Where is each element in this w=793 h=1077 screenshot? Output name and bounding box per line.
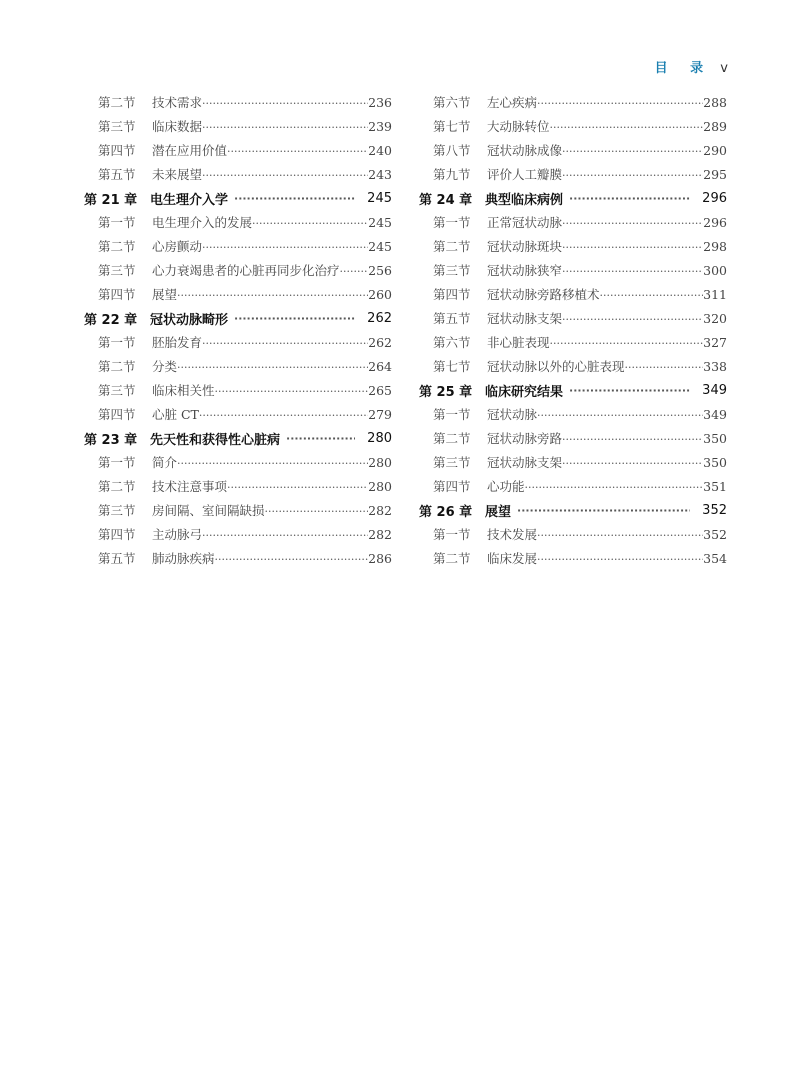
entry-label: 第二节 (98, 479, 136, 494)
entry-title: 房间隔、室间隔缺损 (152, 503, 265, 518)
leader-dots (227, 479, 368, 494)
leader-dots (202, 167, 368, 182)
entry-page: 350 (703, 454, 727, 470)
leader-dots (550, 119, 704, 134)
entry-page: 349 (702, 382, 727, 398)
leader-dots (340, 263, 369, 278)
entry-title: 技术发展 (487, 527, 538, 542)
entry-title: 临床发展 (487, 551, 538, 566)
leader-dots (562, 431, 703, 446)
entry-title: 分类 (152, 359, 178, 374)
entry-page: 296 (702, 190, 727, 206)
entry-title: 冠状动脉成像 (487, 143, 563, 158)
leader-dots (562, 263, 703, 278)
leader-dots (199, 407, 368, 422)
leader-dots (525, 479, 704, 494)
entry-title: 电生理介入学 (150, 192, 229, 208)
toc-section-entry[interactable] (84, 402, 392, 426)
entry-page: 245 (368, 238, 392, 254)
entry-title: 心脏 CT (152, 407, 199, 422)
entry-label: 第一节 (98, 455, 136, 470)
entry-page: 300 (703, 262, 727, 278)
toc-section-entry[interactable] (419, 282, 727, 306)
entry-label: 第二节 (433, 551, 471, 566)
entry-page: 289 (703, 118, 727, 134)
entry-page: 280 (368, 478, 392, 494)
leader-dots (177, 359, 368, 374)
entry-label: 第一节 (433, 215, 471, 230)
toc-section-entry[interactable] (84, 450, 392, 474)
entry-label: 第 24 章 (419, 192, 473, 208)
toc-section-entry[interactable] (84, 114, 392, 138)
entry-title: 主动脉弓 (152, 527, 203, 542)
entry-title: 心房颤动 (152, 239, 203, 254)
entry-page: 290 (703, 142, 727, 158)
toc-section-entry[interactable] (419, 450, 727, 474)
entry-page: 354 (703, 550, 727, 566)
entry-label: 第四节 (433, 287, 471, 302)
entry-page: 296 (703, 214, 727, 230)
leader-dots (562, 167, 703, 182)
toc-section-entry[interactable] (419, 330, 727, 354)
toc-section-entry[interactable] (419, 210, 727, 234)
leader-dots (562, 143, 703, 158)
leader-dots (227, 143, 368, 158)
entry-page: 352 (703, 526, 727, 542)
toc-chapter-entry[interactable] (84, 426, 392, 450)
entry-label: 第二节 (98, 95, 136, 110)
leader-dots (215, 551, 369, 566)
entry-page: 280 (368, 454, 392, 470)
toc-chapter-entry[interactable] (84, 186, 392, 210)
toc-section-entry[interactable] (84, 522, 392, 546)
leader-dots (537, 95, 703, 110)
entry-label: 第三节 (433, 455, 471, 470)
toc-section-entry[interactable] (419, 90, 727, 114)
toc-section-entry[interactable] (84, 234, 392, 258)
running-header (655, 57, 728, 76)
toc-section-entry[interactable] (84, 330, 392, 354)
entry-label: 第三节 (433, 263, 471, 278)
toc-section-entry[interactable] (419, 162, 727, 186)
entry-title: 潜在应用价值 (152, 143, 228, 158)
entry-page: 286 (368, 550, 392, 566)
toc-chapter-entry[interactable] (419, 498, 727, 522)
toc-section-entry[interactable] (84, 282, 392, 306)
toc-section-entry[interactable] (84, 474, 392, 498)
entry-label: 第九节 (433, 167, 471, 182)
entry-label: 第三节 (98, 119, 136, 134)
toc-section-entry[interactable] (419, 234, 727, 258)
leader-dots (600, 287, 704, 302)
entry-label: 第七节 (433, 119, 471, 134)
toc-section-entry[interactable] (84, 162, 392, 186)
entry-label: 第 25 章 (419, 384, 473, 400)
toc-section-entry[interactable] (419, 546, 727, 570)
entry-title: 未来展望 (152, 167, 203, 182)
toc-section-entry[interactable] (419, 522, 727, 546)
entry-title: 冠状动脉支架 (487, 311, 563, 326)
entry-page: 239 (368, 118, 392, 134)
entry-title: 简介 (152, 455, 178, 470)
entry-title: 肺动脉疾病 (152, 551, 215, 566)
entry-page: 265 (368, 382, 392, 398)
entry-label: 第 22 章 (84, 312, 138, 328)
entry-title: 冠状动脉斑块 (487, 239, 563, 254)
toc-section-entry[interactable] (419, 306, 727, 330)
entry-label: 第二节 (433, 239, 471, 254)
leader-dots (202, 527, 368, 542)
entry-title: 冠状动脉以外的心脏表现 (487, 359, 625, 374)
toc-section-entry[interactable] (419, 354, 727, 378)
toc-left-column (84, 90, 392, 570)
entry-page: 349 (703, 406, 727, 422)
entry-page: 262 (367, 310, 392, 326)
entry-title: 典型临床病例 (485, 192, 564, 208)
entry-page: 338 (703, 358, 727, 374)
toc-section-entry[interactable] (84, 498, 392, 522)
toc-section-entry[interactable] (84, 210, 392, 234)
leader-dots (177, 287, 368, 302)
header-title: 目 录 (654, 61, 713, 76)
leader-dots (177, 455, 368, 470)
entry-page: 240 (368, 142, 392, 158)
entry-page: 351 (703, 478, 727, 494)
entry-label: 第五节 (433, 311, 471, 326)
entry-label: 第六节 (433, 95, 471, 110)
leader-dots (517, 503, 690, 518)
leader-dots (215, 383, 369, 398)
entry-title: 冠状动脉旁路 (487, 431, 563, 446)
entry-title: 电生理介入的发展 (152, 215, 253, 230)
entry-page: 288 (703, 94, 727, 110)
entry-label: 第四节 (433, 479, 471, 494)
entry-label: 第一节 (433, 407, 471, 422)
entry-label: 第三节 (98, 383, 136, 398)
entry-page: 245 (367, 190, 392, 206)
toc-section-entry[interactable] (84, 258, 392, 282)
entry-page: 350 (703, 430, 727, 446)
leader-dots (265, 503, 369, 518)
entry-title: 胚胎发育 (152, 335, 203, 350)
entry-title: 冠状动脉畸形 (150, 312, 229, 328)
entry-title: 非心脏表现 (487, 335, 550, 350)
leader-dots (286, 431, 355, 446)
entry-page: 256 (368, 262, 392, 278)
leader-dots (625, 359, 704, 374)
entry-page: 295 (703, 166, 727, 182)
leader-dots (202, 95, 368, 110)
toc-section-entry[interactable] (419, 402, 727, 426)
entry-title: 先天性和获得性心脏病 (150, 432, 281, 448)
entry-page: 311 (703, 286, 727, 302)
entry-title: 临床相关性 (152, 383, 215, 398)
entry-page: 282 (368, 526, 392, 542)
entry-title: 技术注意事项 (152, 479, 228, 494)
entry-label: 第 21 章 (84, 192, 138, 208)
leader-dots (537, 407, 703, 422)
leader-dots (202, 119, 368, 134)
toc-section-entry[interactable] (419, 426, 727, 450)
entry-title: 技术需求 (152, 95, 203, 110)
entry-title: 左心疾病 (487, 95, 538, 110)
entry-label: 第二节 (98, 359, 136, 374)
entry-title: 冠状动脉狭窄 (487, 263, 563, 278)
entry-title: 临床研究结果 (485, 384, 564, 400)
entry-page: 352 (702, 502, 727, 518)
toc-section-entry[interactable] (419, 474, 727, 498)
toc-section-entry[interactable] (419, 114, 727, 138)
entry-page: 262 (368, 334, 392, 350)
entry-page: 320 (703, 310, 727, 326)
entry-label: 第二节 (433, 431, 471, 446)
entry-page: 280 (367, 430, 392, 446)
entry-label: 第五节 (98, 551, 136, 566)
entry-label: 第 26 章 (419, 504, 473, 520)
entry-title: 冠状动脉旁路移植术 (487, 287, 600, 302)
leader-dots (537, 527, 703, 542)
entry-page: 279 (368, 406, 392, 422)
leader-dots (569, 383, 690, 398)
entry-title: 冠状动脉支架 (487, 455, 563, 470)
toc-right-column (419, 90, 727, 570)
toc-section-entry[interactable] (84, 546, 392, 570)
toc-section-entry[interactable] (419, 258, 727, 282)
entry-label: 第七节 (433, 359, 471, 374)
entry-label: 第一节 (98, 335, 136, 350)
entry-title: 展望 (152, 287, 178, 302)
leader-dots (234, 191, 355, 206)
entry-label: 第四节 (98, 143, 136, 158)
entry-page: 236 (368, 94, 392, 110)
entry-title: 评价人工瓣膜 (487, 167, 563, 182)
header-page-number: v (720, 61, 728, 76)
entry-title: 正常冠状动脉 (487, 215, 563, 230)
toc-chapter-entry[interactable] (84, 306, 392, 330)
entry-title: 心功能 (487, 479, 525, 494)
leader-dots (202, 239, 368, 254)
entry-label: 第三节 (98, 503, 136, 518)
entry-page: 264 (368, 358, 392, 374)
leader-dots (550, 335, 704, 350)
entry-label: 第四节 (98, 407, 136, 422)
entry-page: 327 (703, 334, 727, 350)
entry-title: 大动脉转位 (487, 119, 550, 134)
entry-title: 临床数据 (152, 119, 203, 134)
toc-section-entry[interactable] (84, 378, 392, 402)
entry-page: 260 (368, 286, 392, 302)
entry-label: 第八节 (433, 143, 471, 158)
toc-section-entry[interactable] (84, 354, 392, 378)
entry-label: 第一节 (98, 215, 136, 230)
entry-label: 第四节 (98, 527, 136, 542)
entry-title: 心力衰竭患者的心脏再同步化治疗 (152, 263, 340, 278)
leader-dots (562, 455, 703, 470)
toc-chapter-entry[interactable] (419, 378, 727, 402)
toc-section-entry[interactable] (84, 90, 392, 114)
entry-label: 第六节 (433, 335, 471, 350)
leader-dots (562, 311, 703, 326)
leader-dots (562, 239, 703, 254)
leader-dots (252, 215, 368, 230)
leader-dots (537, 551, 703, 566)
toc-section-entry[interactable] (84, 138, 392, 162)
leader-dots (569, 191, 690, 206)
leader-dots (562, 215, 703, 230)
entry-label: 第二节 (98, 239, 136, 254)
toc-chapter-entry[interactable] (419, 186, 727, 210)
entry-label: 第 23 章 (84, 432, 138, 448)
entry-label: 第四节 (98, 287, 136, 302)
leader-dots (202, 335, 368, 350)
entry-label: 第三节 (98, 263, 136, 278)
entry-page: 298 (703, 238, 727, 254)
toc-section-entry[interactable] (419, 138, 727, 162)
entry-title: 冠状动脉 (487, 407, 538, 422)
entry-page: 282 (368, 502, 392, 518)
entry-page: 243 (368, 166, 392, 182)
entry-label: 第一节 (433, 527, 471, 542)
entry-page: 245 (368, 214, 392, 230)
entry-label: 第五节 (98, 167, 136, 182)
entry-title: 展望 (485, 504, 512, 520)
leader-dots (234, 311, 355, 326)
